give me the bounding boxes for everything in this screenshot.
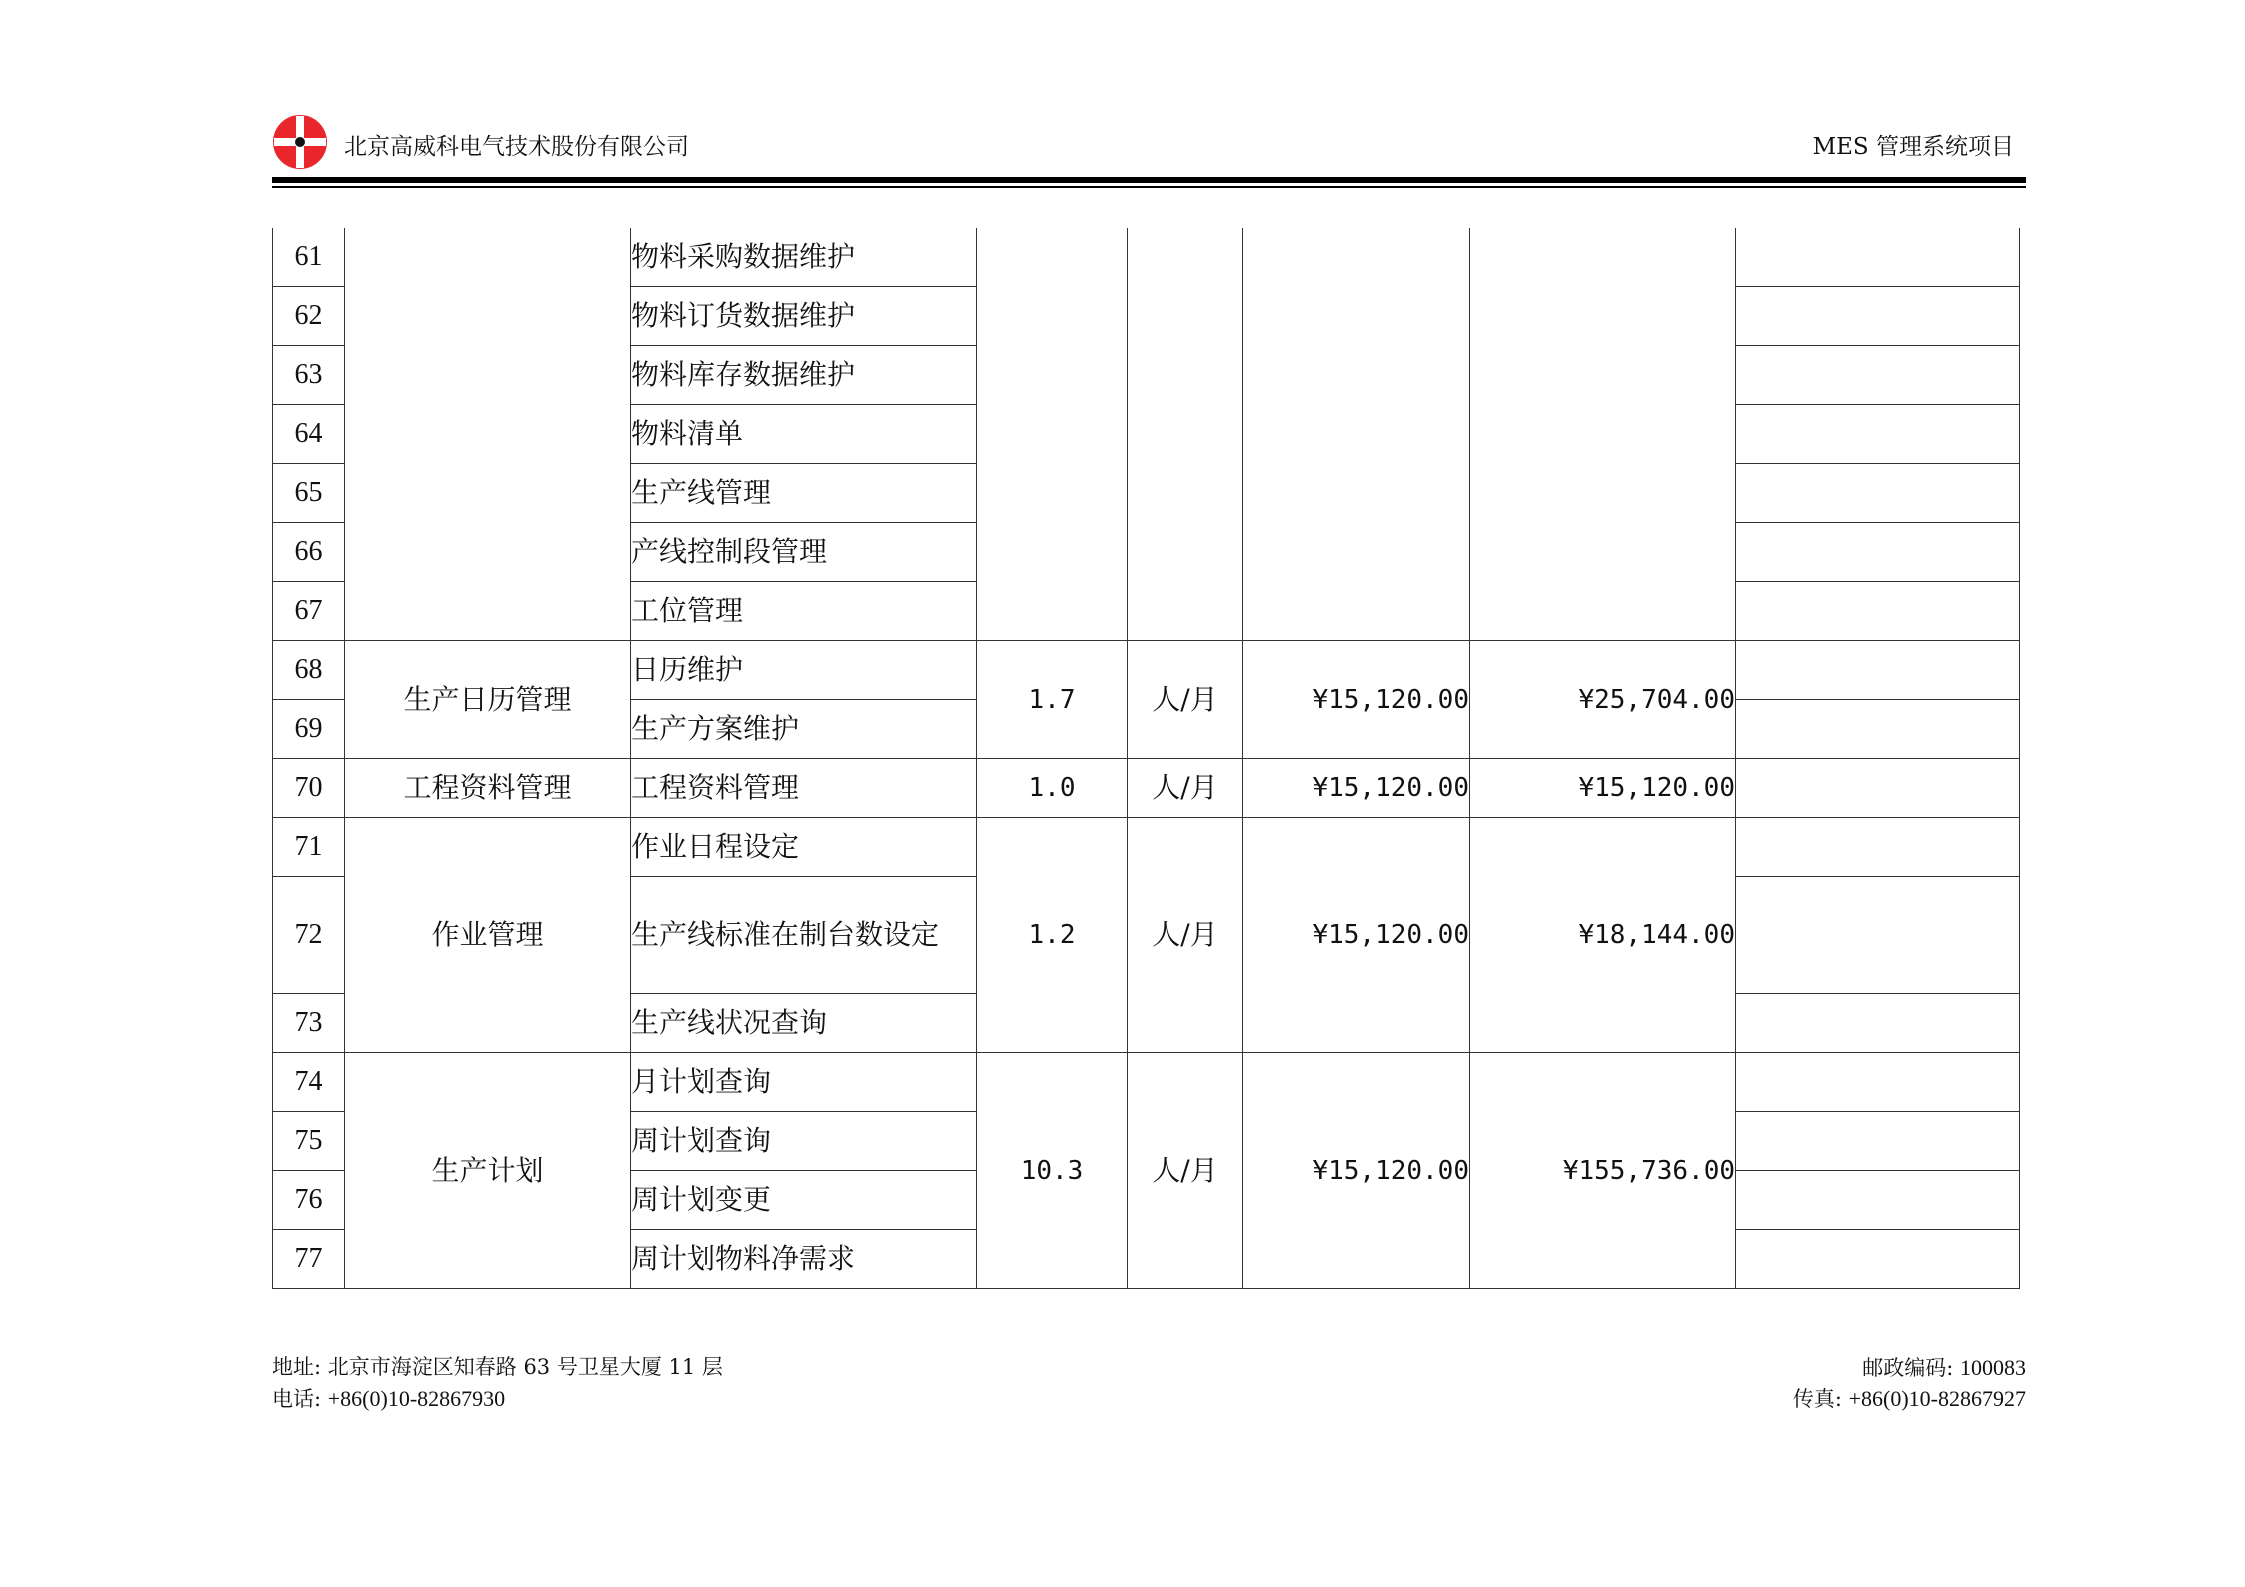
remark-cell xyxy=(1736,228,2020,287)
workload-cell: 1.0 xyxy=(977,759,1128,818)
cost-table xyxy=(272,228,2020,1289)
header-rule-thin xyxy=(272,186,2026,188)
workload-cell: 1.2 xyxy=(977,818,1128,1053)
address xyxy=(272,1352,723,1383)
phone-label: 电话: xyxy=(272,1387,322,1411)
item-name: 周计划变更 xyxy=(631,1171,977,1230)
row-number: 70 xyxy=(273,759,345,818)
workload-cell xyxy=(977,228,1128,641)
table-row xyxy=(273,641,2020,700)
row-number: 76 xyxy=(273,1171,345,1230)
remark-cell xyxy=(1736,346,2020,405)
category-cell xyxy=(345,228,631,641)
row-number: 62 xyxy=(273,287,345,346)
row-number: 67 xyxy=(273,582,345,641)
company-logo-icon xyxy=(272,114,328,170)
unit-cell xyxy=(1128,228,1243,641)
total-cell: ¥18,144.00 xyxy=(1470,818,1736,1053)
fax-value: +86(0)10-82867927 xyxy=(1848,1386,2026,1411)
zip-label: 邮政编码: xyxy=(1862,1356,1954,1380)
row-number: 69 xyxy=(273,700,345,759)
item-name: 生产线标准在制台数设定 xyxy=(631,877,977,994)
remark-cell xyxy=(1736,1053,2020,1112)
row-number: 72 xyxy=(273,877,345,994)
row-number: 77 xyxy=(273,1230,345,1289)
item-name: 物料采购数据维护 xyxy=(631,228,977,287)
item-name: 物料订货数据维护 xyxy=(631,287,977,346)
total-cell: ¥155,736.00 xyxy=(1470,1053,1736,1289)
phone-value: +86(0)10-82867930 xyxy=(327,1386,506,1411)
row-number: 64 xyxy=(273,405,345,464)
price-cell: ¥15,120.00 xyxy=(1243,641,1470,759)
category-cell: 作业管理 xyxy=(345,818,631,1053)
workload-cell: 10.3 xyxy=(977,1053,1128,1289)
header-rule xyxy=(272,177,2026,183)
row-number: 63 xyxy=(273,346,345,405)
item-name: 生产线状况查询 xyxy=(631,994,977,1053)
item-name: 月计划查询 xyxy=(631,1053,977,1112)
item-name: 产线控制段管理 xyxy=(631,523,977,582)
unit-cell: 人/月 xyxy=(1128,818,1243,1053)
row-number: 75 xyxy=(273,1112,345,1171)
item-name: 工程资料管理 xyxy=(631,759,977,818)
price-cell: ¥15,120.00 xyxy=(1243,759,1470,818)
unit-cell: 人/月 xyxy=(1128,759,1243,818)
remark-cell xyxy=(1736,994,2020,1053)
remark-cell xyxy=(1736,405,2020,464)
category-cell: 生产日历管理 xyxy=(345,641,631,759)
remark-cell xyxy=(1736,641,2020,700)
remark-cell xyxy=(1736,1230,2020,1289)
zip-code xyxy=(1862,1352,2026,1384)
row-number: 66 xyxy=(273,523,345,582)
price-cell: ¥15,120.00 xyxy=(1243,1053,1470,1289)
remark-cell xyxy=(1736,582,2020,641)
price-cell: ¥15,120.00 xyxy=(1243,818,1470,1053)
address-label: 地址: xyxy=(272,1355,322,1379)
total-cell: ¥25,704.00 xyxy=(1470,641,1736,759)
page-footer xyxy=(272,1352,2026,1414)
remark-cell xyxy=(1736,287,2020,346)
remark-cell xyxy=(1736,700,2020,759)
remark-cell xyxy=(1736,818,2020,877)
item-name: 日历维护 xyxy=(631,641,977,700)
item-name: 生产线管理 xyxy=(631,464,977,523)
row-number: 71 xyxy=(273,818,345,877)
item-name: 周计划查询 xyxy=(631,1112,977,1171)
remark-cell xyxy=(1736,523,2020,582)
company-name: 北京高威科电气技术股份有限公司 xyxy=(344,134,689,160)
row-number: 65 xyxy=(273,464,345,523)
row-number: 74 xyxy=(273,1053,345,1112)
fax xyxy=(1793,1383,2026,1415)
unit-cell: 人/月 xyxy=(1128,1053,1243,1289)
remark-cell xyxy=(1736,1171,2020,1230)
price-cell xyxy=(1243,228,1470,641)
item-name: 作业日程设定 xyxy=(631,818,977,877)
row-number: 61 xyxy=(273,228,345,287)
workload-cell: 1.7 xyxy=(977,641,1128,759)
total-cell xyxy=(1470,228,1736,641)
item-name: 物料清单 xyxy=(631,405,977,464)
remark-cell xyxy=(1736,1112,2020,1171)
table-row xyxy=(273,1053,2020,1112)
remark-cell xyxy=(1736,759,2020,818)
remark-cell xyxy=(1736,877,2020,994)
zip-value: 100083 xyxy=(1960,1355,2026,1380)
table-row xyxy=(273,228,2020,287)
category-cell: 生产计划 xyxy=(345,1053,631,1289)
unit-cell: 人/月 xyxy=(1128,641,1243,759)
item-name: 工位管理 xyxy=(631,582,977,641)
total-cell: ¥15,120.00 xyxy=(1470,759,1736,818)
table-row xyxy=(273,818,2020,877)
phone xyxy=(272,1383,505,1415)
page-header xyxy=(272,112,2026,170)
category-cell: 工程资料管理 xyxy=(345,759,631,818)
table-row xyxy=(273,759,2020,818)
project-title: MES 管理系统项目 xyxy=(1812,134,2014,160)
fax-label: 传真: xyxy=(1792,1387,1842,1411)
item-name: 物料库存数据维护 xyxy=(631,346,977,405)
row-number: 73 xyxy=(273,994,345,1053)
item-name: 周计划物料净需求 xyxy=(631,1230,977,1289)
item-name: 生产方案维护 xyxy=(631,700,977,759)
row-number: 68 xyxy=(273,641,345,700)
remark-cell xyxy=(1736,464,2020,523)
address-value: 北京市海淀区知春路 63 号卫星大厦 11 层 xyxy=(327,1355,723,1379)
